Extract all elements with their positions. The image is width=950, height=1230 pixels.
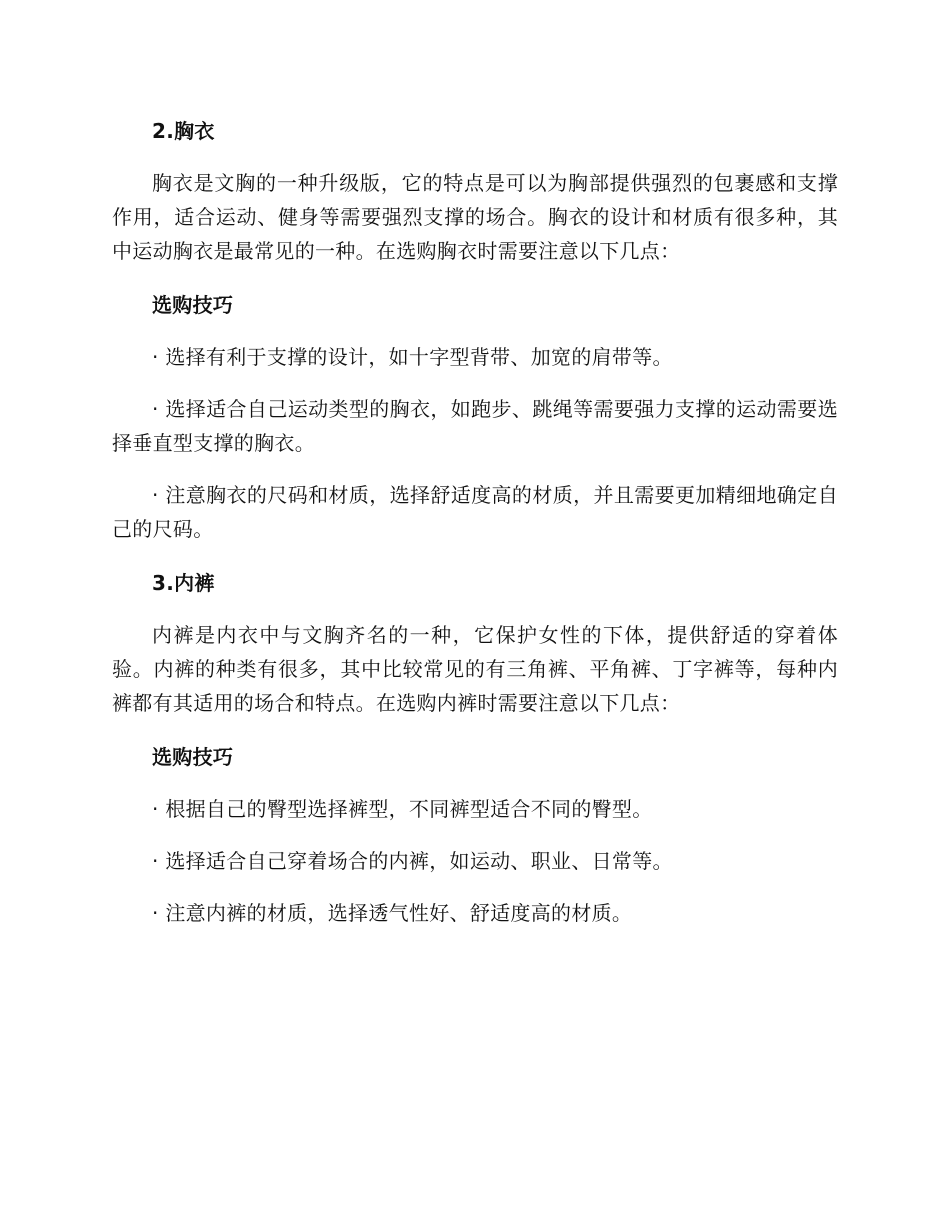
section-bra (112, 112, 838, 546)
section-intro: 内裤是内衣中与文胸齐名的一种，它保护女性的下体，提供舒适的穿着体验。内裤的种类有很多，其中比较常见的有三角裤、平角裤、丁字裤等，每种内裤都有其适用的场合和特点。在选购内裤时需要注意以下几点： (112, 623, 838, 715)
tip-item: · 选择适合自己运动类型的胸衣，如跑步、跳绳等需要强力支撑的运动需要选择垂直型支撑的胸衣。 (112, 397, 838, 455)
tips-heading: 选购技巧 (152, 293, 234, 317)
section-heading: 3.内裤 (152, 571, 215, 595)
section-intro: 胸衣是文胸的一种升级版，它的特点是可以为胸部提供强烈的包裹感和支撑作用，适合运动、健身等需要强烈支撑的场合。胸衣的设计和材质有很多种，其中运动胸衣是最常见的一种。在选购胸衣时需要注意以下几点： (112, 171, 838, 263)
tips-heading: 选购技巧 (152, 745, 234, 769)
section-underwear (112, 564, 838, 930)
tip-item: · 选择适合自己穿着场合的内裤，如运动、职业、日常等。 (152, 849, 673, 873)
tip-item: · 注意内裤的材质，选择透气性好、舒适度高的材质。 (152, 901, 633, 925)
tip-item: · 根据自己的臀型选择裤型，不同裤型适合不同的臀型。 (152, 797, 653, 821)
tip-item: · 注意胸衣的尺码和材质，选择舒适度高的材质，并且需要更加精细地确定自己的尺码。 (112, 483, 838, 541)
tip-item: · 选择有利于支撑的设计，如十字型背带、加宽的肩带等。 (152, 345, 673, 369)
section-heading: 2.胸衣 (152, 119, 215, 143)
